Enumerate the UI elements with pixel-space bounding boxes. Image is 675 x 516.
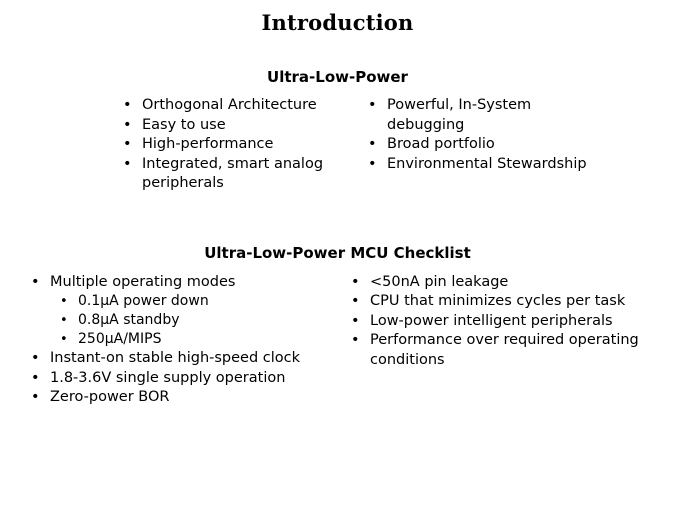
list-item-label: Integrated, smart analog peripherals xyxy=(142,155,324,191)
slide xyxy=(0,10,675,516)
page-title: Introduction xyxy=(261,10,414,35)
list-item-label: 0.1µA power down xyxy=(78,293,209,309)
list-item xyxy=(22,311,342,330)
bullet-icon: • xyxy=(31,273,40,290)
list-item xyxy=(22,369,342,389)
list-item-label: High-performance xyxy=(142,136,274,152)
bullet-icon: • xyxy=(351,273,360,290)
list-item-label: 250µA/MIPS xyxy=(78,331,162,347)
bullet-icon: • xyxy=(123,116,132,133)
bullet-icon: • xyxy=(123,97,132,113)
list-item-label: Easy to use xyxy=(142,116,226,133)
bullet-icon: • xyxy=(351,332,360,348)
bullet-list xyxy=(112,96,357,194)
section-heading-mcu-checklist: Ultra-Low-Power MCU Checklist xyxy=(204,243,471,262)
lower-column-right xyxy=(342,273,662,408)
list-item-label: Zero-power BOR xyxy=(50,389,170,405)
list-item xyxy=(357,155,587,175)
list-item xyxy=(342,312,662,332)
list-item-label: Low-power intelligent peripherals xyxy=(370,312,613,329)
lower-column-left xyxy=(22,273,342,408)
bullet-icon: • xyxy=(123,136,132,152)
list-item-label: CPU that minimizes cycles per task xyxy=(370,293,626,309)
bullet-list xyxy=(357,96,587,174)
bullet-icon: • xyxy=(351,293,360,309)
list-item xyxy=(357,135,587,155)
section-spacer xyxy=(0,194,675,244)
bullet-icon: • xyxy=(368,97,377,113)
upper-column-left xyxy=(112,96,357,194)
list-item-label: Broad portfolio xyxy=(387,136,495,152)
bullet-icon: • xyxy=(368,136,377,152)
list-item xyxy=(112,155,357,194)
list-item-label: Powerful, In-System debugging xyxy=(387,97,532,133)
bullet-icon: • xyxy=(60,313,68,328)
list-item-label: Performance over required operating conditions xyxy=(370,332,639,368)
list-item xyxy=(22,349,342,369)
list-item xyxy=(342,273,662,293)
bullet-icon: • xyxy=(351,312,360,329)
list-item xyxy=(22,273,342,293)
list-item xyxy=(22,388,342,408)
bullet-icon: • xyxy=(60,332,68,347)
list-item xyxy=(22,330,342,349)
upper-column-right xyxy=(357,96,587,194)
list-item-label: Environmental Stewardship xyxy=(387,155,587,172)
section-heading-ultra-low-power: Ultra-Low-Power xyxy=(267,68,408,86)
list-item xyxy=(342,292,662,312)
list-item xyxy=(342,331,662,370)
bullet-icon: • xyxy=(31,389,40,405)
list-item-label: Instant-on stable high-speed clock xyxy=(50,350,301,366)
list-item xyxy=(112,116,357,136)
list-item xyxy=(357,96,587,135)
list-item xyxy=(112,135,357,155)
bullet-icon: • xyxy=(60,294,68,309)
list-item-label: 1.8-3.6V single supply operation xyxy=(50,369,286,386)
upper-bullet-block xyxy=(0,96,675,194)
list-item-label: 0.8µA standby xyxy=(78,312,180,328)
list-item-label: Multiple operating modes xyxy=(50,273,236,290)
bullet-icon: • xyxy=(31,350,40,366)
bullet-list xyxy=(342,273,662,371)
bullet-icon: • xyxy=(123,155,132,172)
bullet-list xyxy=(22,273,342,408)
bullet-icon: • xyxy=(31,369,40,386)
list-item xyxy=(112,96,357,116)
list-item-label: <50nA pin leakage xyxy=(370,273,509,290)
lower-bullet-block xyxy=(0,273,675,408)
bullet-icon: • xyxy=(368,155,377,172)
list-item xyxy=(22,292,342,311)
list-item-label: Orthogonal Architecture xyxy=(142,97,317,113)
